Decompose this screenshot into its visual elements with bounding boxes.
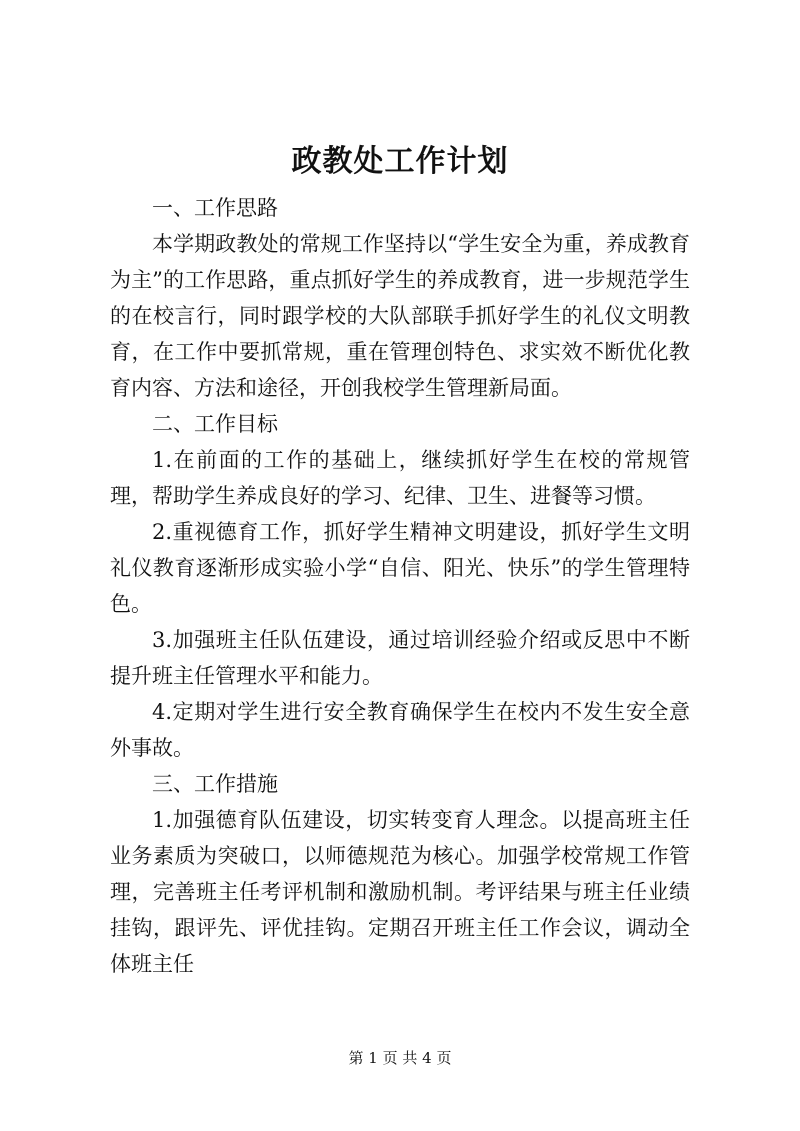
section-heading: 二、工作目标	[152, 412, 278, 436]
paragraph: 1.在前面的工作的基础上，继续抓好学生在校的常规管理，帮助学生养成良好的学习、纪律、卫生、进餐等习惯。	[110, 448, 690, 508]
section-heading: 一、工作思路	[152, 196, 278, 220]
paragraph: 本学期政教处的常规工作坚持以“学生安全为重，养成教育为主”的工作思路，重点抓好学生的养成教育，进一步规范学生的在校言行，同时跟学校的大队部联手抓好学生的礼仪文明教育，在工作中要抓常规，重在管理创特色、求实效不断优化教育内容、方法和途径，开创我校学生管理新局面。	[110, 232, 690, 400]
paragraph: 2.重视德育工作，抓好学生精神文明建设，抓好学生文明礼仪教育逐渐形成实验小学“自信、阳光、快乐”的学生管理特色。	[110, 520, 690, 616]
paragraph: 1.加强德育队伍建设，切实转变育人理念。以提高班主任业务素质为突破口，以师德规范为核心。加强学校常规工作管理，完善班主任考评机制和激励机制。考评结果与班主任业绩挂钩，跟评先、评优挂钩。定期召开班主任工作会议，调动全体班主任	[110, 808, 690, 976]
page-footer: 第 1 页 共 4 页	[348, 1049, 452, 1067]
paragraph: 4.定期对学生进行安全教育确保学生在校内不发生安全意外事故。	[110, 700, 690, 760]
section-heading: 三、工作措施	[152, 772, 278, 796]
paragraph: 3.加强班主任队伍建设，通过培训经验介绍或反思中不断提升班主任管理水平和能力。	[110, 628, 690, 688]
document-body	[110, 190, 690, 982]
document-title: 政教处工作计划	[291, 144, 509, 179]
